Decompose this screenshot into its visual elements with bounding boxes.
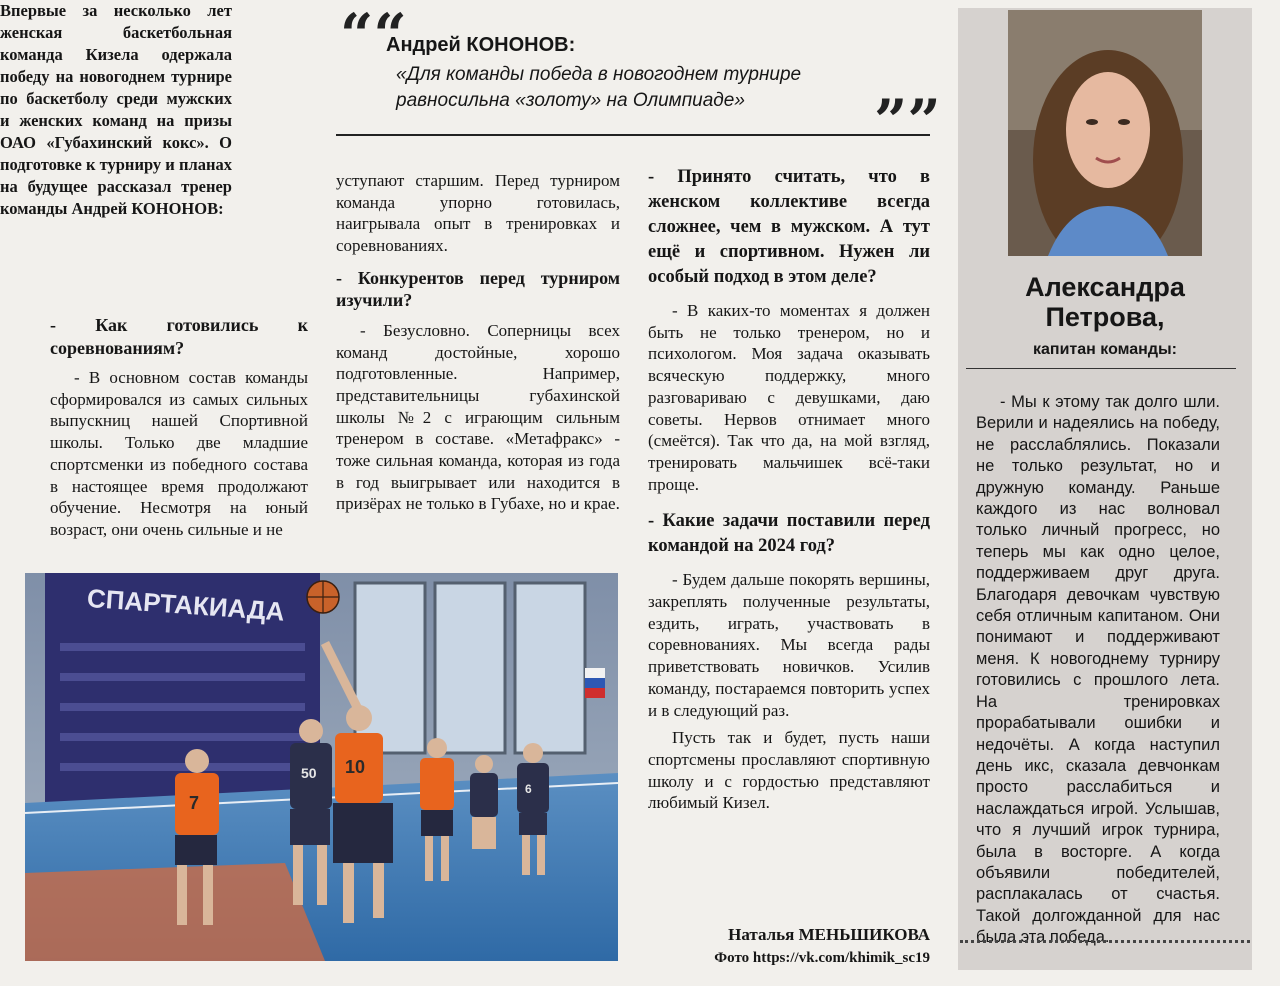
- captain-role: капитан команды:: [1033, 341, 1177, 358]
- captain-name: [958, 272, 1252, 332]
- author-byline: Наталья МЕНЬШИКОВА: [728, 925, 930, 944]
- interview-question: - Принято считать, что в женском коллективе всегда сложнее, чем в мужском. А тут ещё и спортивном. Нужен ли особый подход в этом деле?: [648, 167, 930, 287]
- divider: [966, 368, 1236, 369]
- pull-quote-text: «Для команды победа в новогоднем турнире равносильна «золоту» на Олимпиаде»: [396, 64, 802, 111]
- article-column-1: [50, 304, 308, 541]
- interview-question: - Конкурентов перед турниром изучили?: [336, 267, 620, 311]
- interview-question: - Какие задачи поставили перед командой на 2024 год?: [648, 511, 930, 557]
- article-column-2: [336, 170, 620, 515]
- interview-question: - Как готовились к соревнованиям?: [50, 315, 308, 358]
- article-column-3: [648, 165, 930, 814]
- jersey-number: 10: [345, 757, 366, 777]
- captain-quote-text: - Мы к этому так долго шли. Верили и надеялись на победу, не расслаблялись. Показали не только результат, но и дружную команду. Раньше каждого из нас волновал только личный прогресс, но теперь мы как одно целое, поддерживаем друг друга. Благодаря девочкам чувствую себя отличным капитаном. Они понимают и поддерживают меня. К новогоднему турниру готовились с прошлого лета. На тренировках прорабатывали ошибки и недочёты. А когда наступил день икс, сказала девчонкам просто расслабиться и наслаждаться игрой. Услышав, что я лучший игрок турнира, была в восторге. А когда объявили победителей, расплакалась от счастья. Такой долгожданной для нас была эта победа.: [976, 393, 1220, 947]
- article-closing: Пусть так и будет, пусть наши спортсмены прославляют спортивную школу и с гордостью представляют любимый Кизел.: [648, 728, 930, 813]
- captain-portrait: [1008, 10, 1202, 256]
- jersey-number: 7: [189, 793, 200, 813]
- captain-last-name: Петрова,: [1045, 302, 1165, 332]
- captain-sidebar: [958, 8, 1252, 970]
- interview-answer: уступают старшим. Перед турниром команда упорно готовилась, наигрывала опыт в тренировках и соревнованиях.: [336, 171, 620, 256]
- jersey-number: 50: [301, 765, 317, 781]
- jersey-number: 6: [525, 782, 532, 796]
- photo-credit: Фото https://vk.com/khimik_sc19: [714, 950, 930, 966]
- dotted-divider: [960, 940, 1250, 943]
- interview-answer: - Безусловно. Соперницы всех команд достойные, хорошо подготовленные. Например, представительницы губахинской школы №2 с играющим сильным тренером в составе. «Метафракс» - тоже сильная команда, которая из года в год выигрывает или находится в призёрах не только в Губахе, но и крае.: [336, 320, 620, 514]
- open-quote-icon: ““: [340, 1, 407, 69]
- interview-answer: - Будем дальше покорять вершины, закреплять полученные результаты, ездить, играть, участвовать в соревнованиях. Мы всегда рады приветствовать новичков. Усилив команду, постараемся повторить успех и в следующий раз.: [648, 570, 930, 720]
- interview-answer: - В основном состав команды сформировался из самых сильных выпускниц нашей Спортивной школы. Только две младшие спортсменки из победного состава в настоящее время продолжают обучение. Несмотря на юный возраст, они очень сильные и не: [50, 368, 308, 539]
- banner-text: СПАРТАКИАДА: [86, 582, 286, 627]
- article-lead: Впервые за несколько лет женская баскетбольная команда Кизела одержала победу на новогоднем турнире по баскетболу среди мужских и женских команд на призы ОАО «Губахинский кокс». О подготовке к турниру и планах на будущее рассказал тренер команды Андрей КОНОНОВ:: [0, 1, 232, 218]
- captain-first-name: Александра: [1025, 272, 1185, 302]
- basketball-game-photo: [25, 573, 618, 961]
- pull-quote: [336, 1, 941, 155]
- pull-quote-author: Андрей КОНОНОВ:: [386, 34, 576, 56]
- captain-quote: [976, 392, 1220, 949]
- close-quote-icon: ””: [874, 87, 941, 155]
- interview-answer: - В каких-то моментах я должен быть не только тренером, но и психологом. Моя задача оказывать всяческую поддержку, много разговариваю с девушками, даю советы. Нервов отнимает много (смеётся). Так что да, на мой взгляд, тренировать мальчишек всё-таки проще.: [648, 301, 930, 494]
